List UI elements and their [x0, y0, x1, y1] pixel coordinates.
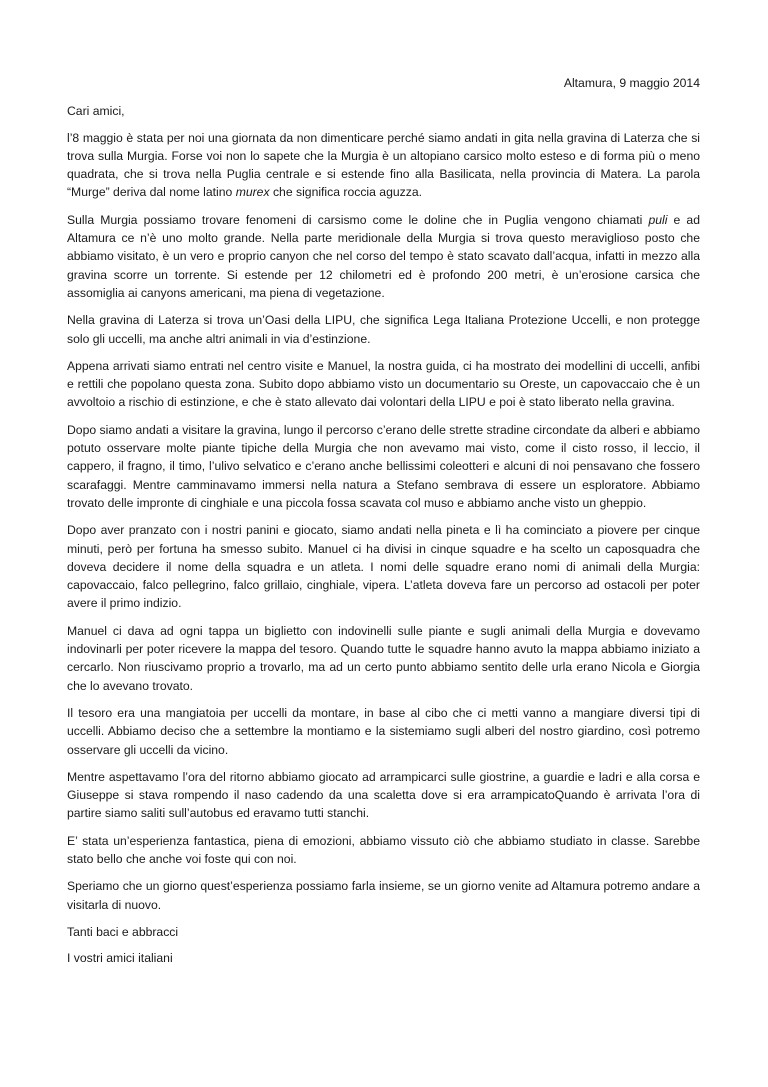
letter-greeting: Cari amici, — [67, 104, 125, 119]
paragraph-7: Manuel ci dava ad ogni tappa un biglietto con indovinelli sulle piante e sugli animali della Murgia e dovevamo indovinarli per poter ricevere la mappa del tesoro. Quando tutte le squadre hanno avuto la mappa abbiamo iniziato a cercarlo. Non riuscivamo proprio a trovarlo, ma ad un certo punto abbiamo sentito delle urla erano Nicola e Giorgia che lo avevano trovato. — [67, 623, 700, 693]
paragraph-2-end: e ad Altamura ce n’è uno molto grande. Nella parte meridionale della Murgia si trova questo meraviglioso posto che abbiamo visitato, è un vero e proprio canyon che nel corso del tempo è stato scavato dall’acqua, infatti in mezzo alla gravina scorre un torrente. Si estende per 12 chilometri ed è profondo 200 metri, è un’erosione carsica che assomiglia ai canyons americani, ma piena di vegetazione. — [67, 212, 700, 300]
letter — [67, 74, 700, 967]
paragraph-2-italic: puli — [648, 212, 668, 227]
paragraph-1-italic: murex — [235, 185, 270, 200]
paragraph-4: Appena arrivati siamo entrati nel centro visite e Manuel, la nostra guida, ci ha mostrato dei modellini di uccelli, anfibi e rettili che popolano questa zona. Subito dopo abbiamo visto un documentario su Oreste, un capovaccaio che è un avvoltoio a rischio di estinzione, e che è stato allevato dai volontari della LIPU e poi è stato liberato nella gravina. — [67, 358, 700, 410]
letter-signature: I vostri amici italiani — [67, 951, 173, 966]
paragraph-1 — [67, 129, 700, 202]
paragraph-8: Il tesoro era una mangiatoia per uccelli da montare, in base al cibo che ci metti vanno a mangiare diversi tipi di uccelli. Abbiamo deciso che a settembre la montiamo e la sistemiamo sugli alberi del nostro giardino, così potremo osservare gli uccelli da vicino. — [67, 705, 700, 757]
paragraph-1-end: che significa roccia aguzza. — [269, 185, 422, 200]
letter-date: Altamura, 9 maggio 2014 — [563, 76, 700, 90]
paragraph-3: Nella gravina di Laterza si trova un’Oasi della LIPU, che significa Lega Italiana Protezione Uccelli, e non protegge solo gli uccelli, ma anche altri animali in via d’estinzione. — [67, 313, 700, 346]
paragraph-10: E’ stata un’esperienza fantastica, piena di emozioni, abbiamo vissuto ciò che abbiamo studiato in classe. Sarebbe stato bello che anche voi foste qui con noi. — [67, 833, 700, 866]
paragraph-5: Dopo siamo andati a visitare la gravina, lungo il percorso c’erano delle strette stradine circondate da alberi e abbiamo potuto osservare molte piante tipiche della Murgia che non avevamo mai visto, come il cisto rosso, il leccio, il cappero, il fragno, il timo, l’ulivo selvatico e c’erano anche bellissimi coleotteri e alcuni di noi pensavano che fossero scarafaggi. Mentre camminavamo immersi nella natura a Stefano sembrava di essere un esploratore. Abbiamo trovato delle impronte di cinghiale e una piccola fossa scavata col muso e abbiamo anche visto un gheppio. — [67, 422, 700, 510]
paragraph-11: Speriamo che un giorno quest’esperienza possiamo farla insieme, se un giorno venite ad Altamura potremo andare a visitarla di nuovo. — [67, 879, 700, 912]
paragraph-1-text: l’8 maggio è stata per noi una giornata da non dimenticare perché siamo andati in gita nella gravina di Laterza che si trova sulla Murgia. Forse voi non lo sapete che la Murgia è un altopiano carsico molto esteso e di forma più o meno quadrata, che si trova nella Puglia centrale e si estende fino alla Basilicata, nella provincia di Matera. La parola “Murge” deriva dal nome latino — [67, 130, 700, 200]
paragraph-6: Dopo aver pranzato con i nostri panini e giocato, siamo andati nella pineta e lì ha cominciato a piovere per cinque minuti, però per fortuna ha smesso subito. Manuel ci ha divisi in cinque squadre e ha scelto un caposquadra che doveva decidere il nome della squadra e un atleta. I nomi delle squadre erano nomi di animali della Murgia: capovaccaio, falco pellegrino, falco grillaio, cinghiale, vipera. L’atleta doveva fare un percorso ad ostacoli per poter avere il primo indizio. — [67, 523, 700, 611]
paragraph-2 — [67, 211, 700, 302]
letter-closing: Tanti baci e abbracci — [67, 924, 179, 939]
paragraph-9: Mentre aspettavamo l’ora del ritorno abbiamo giocato ad arrampicarci sulle giostrine, a guardie e ladri e alla corsa e Giuseppe si stava rompendo il naso cadendo da una scaletta dove si era arrampicatoQuando è arrivata l’ora di partire siamo saliti sull’autobus ed eravamo tutti stanchi. — [67, 769, 700, 821]
paragraph-2-text: Sulla Murgia possiamo trovare fenomeni di carsismo come le doline che in Puglia vengono chiamati — [67, 212, 649, 227]
